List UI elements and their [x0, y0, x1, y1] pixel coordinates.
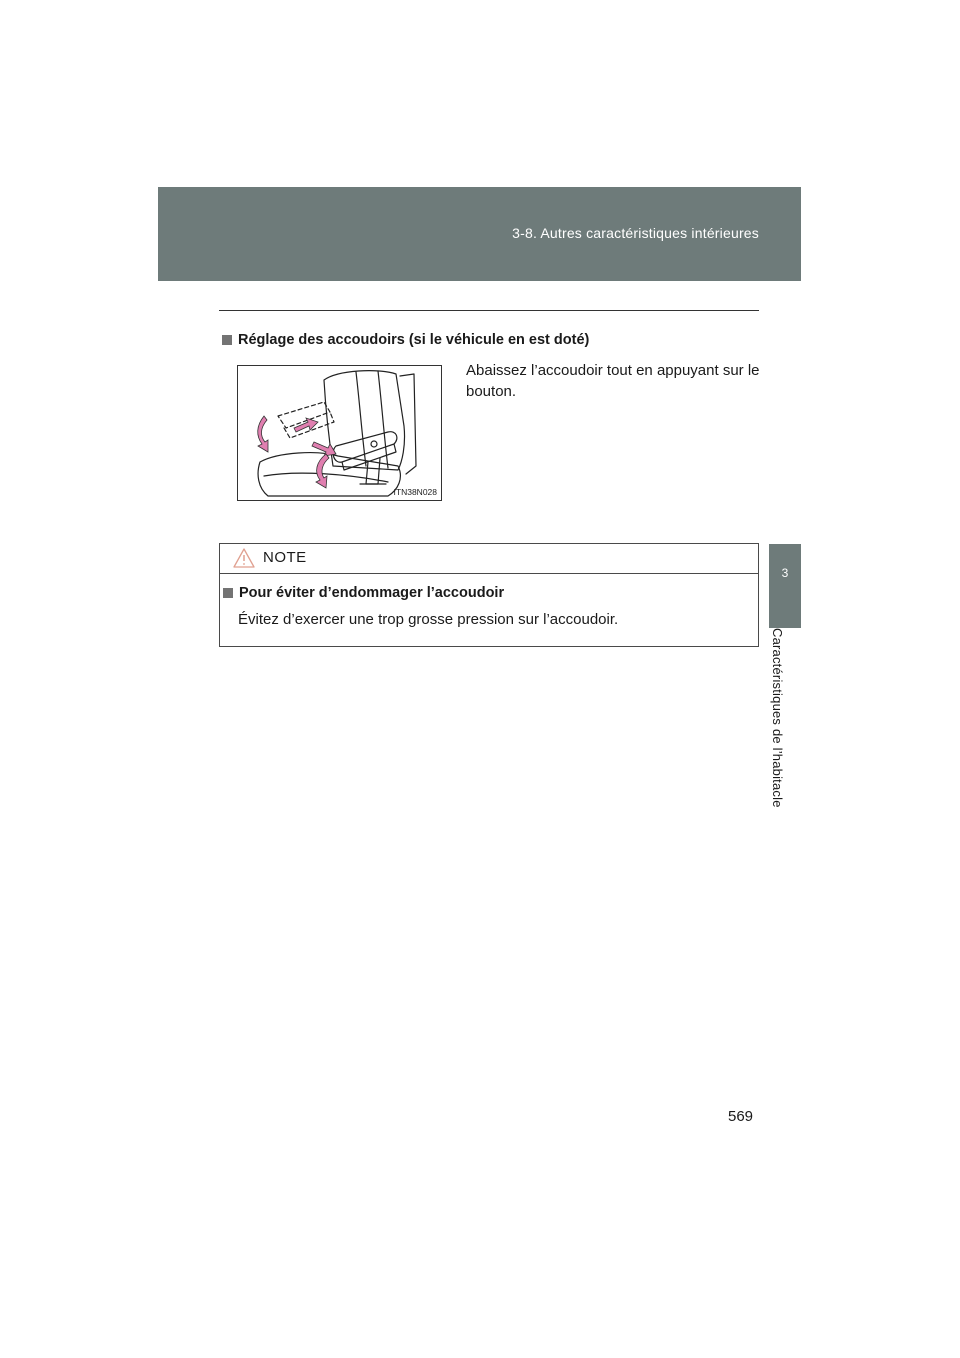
- section-heading: [222, 332, 589, 348]
- seat-armrest-drawing: [238, 366, 442, 501]
- section-heading-text: Réglage des accoudoirs (si le véhicule en est doté): [238, 332, 590, 348]
- note-text: Évitez d’exercer une trop grosse pression sur l’accoudoir.: [238, 611, 619, 628]
- square-bullet-icon: [222, 335, 232, 345]
- section-header-band: [158, 187, 801, 281]
- chapter-label: Caractéristiques de l’habitacle: [770, 628, 785, 808]
- armrest-illustration: [237, 365, 442, 501]
- figure-code: ITN38N028: [393, 487, 437, 497]
- page-number: 569: [728, 1108, 754, 1125]
- note-box: [219, 543, 759, 647]
- note-subheading: [223, 585, 504, 601]
- top-divider: [219, 310, 759, 311]
- chapter-tab: [769, 544, 801, 628]
- square-bullet-icon: [223, 588, 233, 598]
- chapter-number: 3: [781, 566, 789, 580]
- section-title: 3-8. Autres caractéristiques intérieures: [512, 225, 759, 241]
- note-title: NOTE: [263, 549, 307, 566]
- warning-triangle-icon: [232, 547, 256, 569]
- instruction-text: Abaissez l’accoudoir tout en appuyant sur le bouton.: [466, 362, 760, 400]
- note-subheading-text: Pour éviter d’endommager l’accoudoir: [239, 585, 505, 601]
- note-header: [220, 544, 758, 574]
